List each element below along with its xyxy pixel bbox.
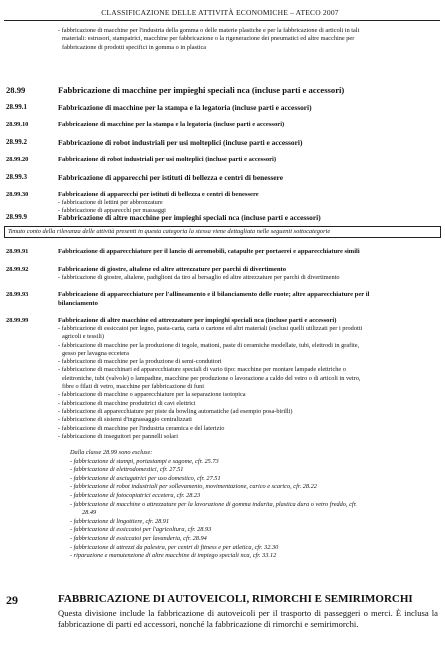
exclusion-item: - fabbricazione di macchine o attrezzature per la lavorazione di gomma indurita, plastica dura o vetro freddo, cfr. (70, 500, 357, 508)
entry-title: Fabbricazione di robot industriali per usi molteplici (incluse parti e accessori) (58, 156, 277, 163)
entry-code: 28.99 (6, 85, 26, 95)
entry-title: Fabbricazione di macchine per la stampa e la legatoria (incluse parti e accessori) (58, 103, 312, 112)
entry-title: Fabbricazione di altre macchine ed attrezzature per impieghi speciali nca (incluse parti e accessori) (58, 317, 337, 324)
list-item: - fabbricazione di macchine per la produzione di tegole, mattoni, paste di ceramiche modellate, tubi, elettrodi in grafite, (58, 341, 360, 349)
entry-title-continued: bilanciamento (58, 300, 98, 307)
entry-code: 28.99.91 (6, 248, 29, 255)
intro-line-0: - fabbricazione di macchine per l'industria della gomma o delle materie plastiche e per la fabbricazione di articoli in tali (58, 27, 360, 34)
entry-lines (58, 274, 438, 282)
intro-line-2: fabbricazione di prodotti specifici in gomma o in plastica (62, 43, 207, 51)
entry-code: 28.99.2 (6, 138, 27, 146)
entry-title: Fabbricazione di altre macchine per impieghi speciali nca (incluse parti e accessori) (58, 213, 321, 222)
entry-code: 28.99.3 (6, 173, 27, 181)
exclusions-block (70, 449, 438, 561)
entry-code: 28.99.20 (6, 156, 29, 163)
exclusion-item: - fabbricazione di lingottiere, cfr. 28.91 (70, 517, 170, 525)
list-item: gesso per lavagna eccetera (62, 349, 129, 357)
entry-lines (58, 325, 438, 441)
division-description: Questa divisione include la fabbricazione di autoveicoli per il trasporto di passeggeri o merci. È inclusa la fabbricazione di parti ed accessori, nonché la fabbricazione di rimorchi e semirimorchi. (58, 608, 438, 629)
list-item: - fabbricazione di inseguitori per pannelli solari (58, 432, 178, 440)
exclusion-item: - fabbricazione di attrezzi da palestra, per centri di fitness e per atletica, cfr. 32.30 (70, 543, 279, 551)
intro-line-1: materiali: estrusori, stampatrici, macchine per fabbricazione o la rigenerazione dei pneumatici ed altre macchine per (62, 35, 355, 43)
entry-code: 28.99.92 (6, 266, 29, 273)
exclusion-item: - fabbricazione di asciugatrici per uso domestico, cfr. 27.51 (70, 474, 221, 482)
entry-code: 28.99.99 (6, 317, 29, 324)
list-item: - fabbricazione di macchine produttrici di cavi elettrici (58, 399, 196, 407)
division-title: FABBRICAZIONE DI AUTOVEICOLI, RIMORCHI E SEMIRIMORCHI (58, 593, 413, 605)
list-item: - fabbricazione di sistemi d'ingrassaggio centralizzati (58, 416, 192, 424)
list-item: - fabbricazione di macchine o apparecchiature per la separazione isotopica (58, 391, 246, 399)
list-item: - fabbricazione di giostre, altalene, padiglioni da tiro al bersaglio ed altre attrezzature per parchi di divertimento (58, 274, 438, 282)
list-item: elettroniche, tubi (valvole) o lampadine, macchine per produzione o lavorazione a caldo del vetro o di articoli in vetro, (62, 374, 361, 382)
exclusion-item: - riparazione e manutenzione di altre macchine di impiego speciali nca, cfr. 33.12 (70, 552, 277, 560)
exclusion-item: - fabbricazione di essiccatoi per lavanderia, cfr. 28.94 (70, 534, 207, 542)
exclusion-item: - fabbricazione di stampi, portastampi e sagome, cfr. 25.73 (70, 457, 219, 465)
list-item: - fabbricazione di macchine per l'industria ceramica e del laterizio (58, 424, 225, 432)
entry-title: Fabbricazione di apparecchiature per l'allineamento e il bilanciamento delle ruote; altre apparecchiature per il (58, 291, 370, 298)
exclusion-item: 28.49 (82, 509, 97, 517)
list-item: - fabbricazione di macchinari ed apparecchiature speciali di vario tipo: macchine per montare lampade elettriche o (58, 366, 346, 374)
division-code: 29 (6, 593, 18, 607)
entry-title: Fabbricazione di robot industriali per usi molteplici (incluse parti e accessori) (58, 138, 303, 147)
list-item: - fabbricazione di lettini per abbronzature (58, 199, 438, 207)
entry-code: 28.99.9 (6, 213, 27, 221)
entry-title: Fabbricazione di macchine per la stampa e la legatoria (incluse parti e accessori) (58, 121, 285, 128)
exclusions-intro: Dalla classe 28.99 sono escluse: (70, 449, 153, 456)
exclusion-item: - fabbricazione di essiccatoi per l'agricoltura, cfr. 28.93 (70, 526, 212, 534)
entry-title: Fabbricazione di apparecchi per istituti di bellezza e centri di benessere (58, 173, 283, 182)
list-item: - fabbricazione di essiccatoi per legno, pasta-carta, carta o cartone ed altri materiali (esclusi quelli utilizzati per i prodotti (58, 325, 363, 332)
entry-code: 28.99.1 (6, 103, 27, 111)
intro-block (58, 27, 438, 52)
entry-code: 28.99.30 (6, 191, 29, 198)
entry-title: Fabbricazione di apparecchiature per il lancio di aeromobili, catapulte per portaerei e apparecchiature simili (58, 248, 360, 255)
list-item: - fabbricazione di macchine per la produzione di semi-conduttori (58, 358, 222, 366)
exclusion-item: - fabbricazione di fotocopiatrici eccetera, cfr. 28.23 (70, 491, 201, 499)
list-item: agricoli e tessili) (62, 333, 104, 341)
exclusion-item: - fabbricazione di robot industriali per sollevamento, movimentazione, carico e scarico, cfr. 28.22 (70, 483, 317, 491)
entry-code: 28.99.93 (6, 291, 29, 298)
entry-title: Fabbricazione di apparecchi per istituti di bellezza e centri di benessere (58, 191, 259, 198)
list-item: - fabbricazione di apparecchiature per piste da bowling automatiche (ad esempio posa-birilli) (58, 407, 293, 415)
entry-title: Fabbricazione di macchine per impieghi speciali nca (incluse parti e accessori) (58, 85, 345, 95)
list-item: fibre o filati di vetro, macchine per fabbricazione di funi (62, 383, 204, 391)
exclusion-item: - fabbricazione di elettrodomestici, cfr. 27.51 (70, 466, 184, 474)
entry-title: Fabbricazione di giostre, altalene ed altre attrezzature per parchi di divertimento (58, 266, 286, 273)
list-item: - fabbricazione di apparecchi per massaggi (58, 207, 438, 215)
page-header: CLASSIFICAZIONE DELLE ATTIVITÀ ECONOMICHE – ATECO 2007 (101, 8, 339, 17)
entry-code: 28.99.10 (6, 121, 29, 128)
note-box: Tenuto conto della rilevanza delle attività presenti in questa categoria la stessa viene dettagliata nelle seguenti sottocategorie (4, 226, 441, 238)
header-rule (4, 20, 440, 21)
